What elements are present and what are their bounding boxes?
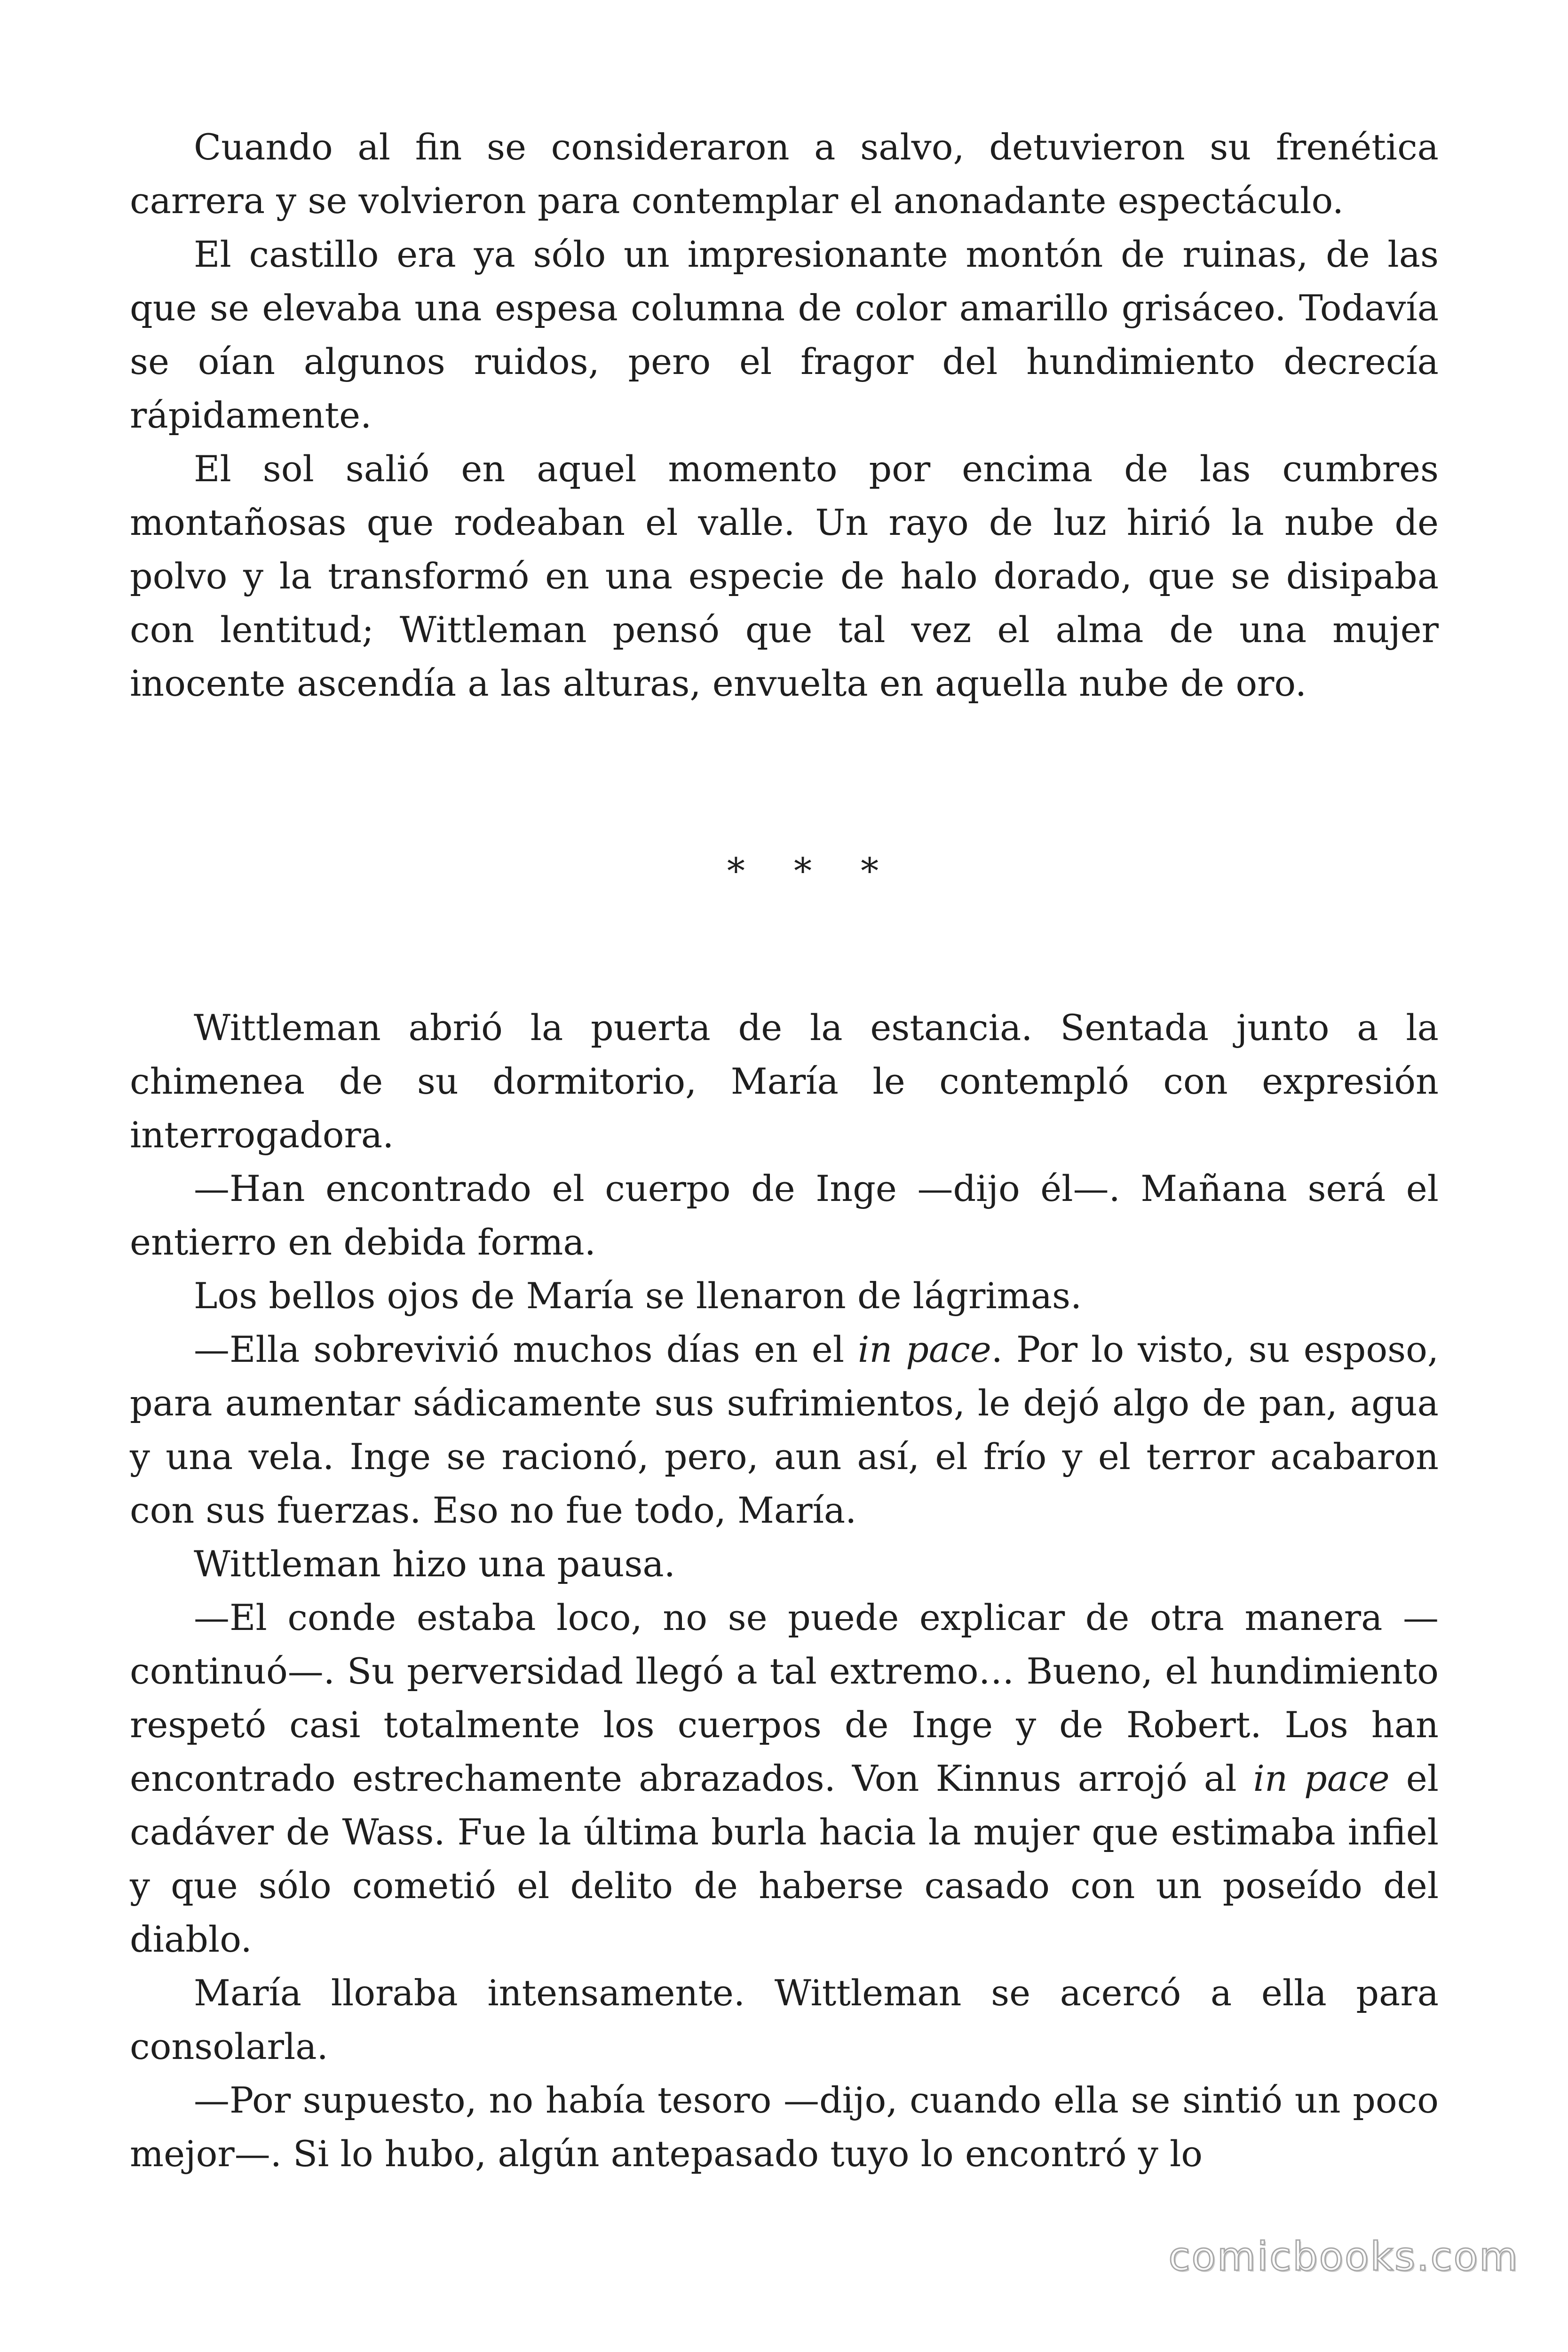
italic-phrase: in pace xyxy=(1253,1757,1390,1799)
paragraph: Wittleman abrió la puerta de la estancia. Sentada junto a la chimenea de su dormitorio, María le contempló con expresión interrogadora. xyxy=(130,1007,1439,1156)
text-section-1 xyxy=(130,120,1439,710)
italic-phrase: in pace xyxy=(858,1328,991,1370)
paragraph: —Han encontrado el cuerpo de Inge —dijo él—. Mañana será el entierro en debida forma. xyxy=(130,1168,1439,1263)
paragraph: Cuando al fin se consideraron a salvo, detuvieron su frenética carrera y se volvieron para contemplar el anonadante espectáculo. xyxy=(130,126,1439,222)
text-section-2 xyxy=(130,1001,1439,2181)
paragraph xyxy=(130,1591,1439,1966)
paragraph-text: —Ella sobrevivió muchos días en el xyxy=(194,1328,858,1370)
paragraph: El sol salió en aquel momento por encima de las cumbres montañosas que rodeaban el valle. Un rayo de luz hirió la nube de polvo y la transformó en una especie de halo dorado, que se disipaba con lentitud; Wittleman pensó que tal vez el alma de una mujer inocente ascendía a las alturas, envuelta en aquella nube de oro. xyxy=(130,448,1439,704)
paragraph-text: el cadáver de Wass. Fue la última burla hacia la mujer que estimaba infiel y que sólo cometió el delito de haberse casado con un poseído del diablo. xyxy=(130,1757,1439,1960)
paragraph-text: . Por lo visto, su esposo, para aumentar sádicamente sus sufrimientos, le dejó algo de pan, agua y una vela. Inge se racionó, pero, aun así, el frío y el terror acabaron con sus fuerzas. Eso no fue todo, María. xyxy=(130,1328,1439,1531)
paragraph: —Por supuesto, no había tesoro —dijo, cuando ella se sintió un poco mejor—. Si lo hubo, algún antepasado tuyo lo encontró y lo xyxy=(130,2079,1439,2175)
paragraph-text: —El conde estaba loco, no se puede explicar de otra manera —continuó—. Su perversidad llegó a tal extremo… Bueno, el hundimiento respetó casi totalmente los cuerpos de Inge y de Robert. Los han encontrado estrechamente abrazados. Von Kinnus arrojó al xyxy=(130,1597,1439,1799)
paragraph xyxy=(130,1323,1439,1537)
paragraph: María lloraba intensamente. Wittleman se acercó a ella para consolarla. xyxy=(130,1972,1439,2067)
paragraph: Wittleman hizo una pausa. xyxy=(194,1543,675,1585)
watermark-logo: comicbooks.com xyxy=(1168,2233,1519,2280)
section-separator: * * * xyxy=(727,850,898,892)
paragraph: Los bellos ojos de María se llenaron de lágrimas. xyxy=(194,1275,1082,1317)
paragraph: El castillo era ya sólo un impresionante montón de ruinas, de las que se elevaba una espesa columna de color amarillo grisáceo. Todavía se oían algunos ruidos, pero el fragor del hundimiento decrecía rápidamente. xyxy=(130,233,1439,436)
